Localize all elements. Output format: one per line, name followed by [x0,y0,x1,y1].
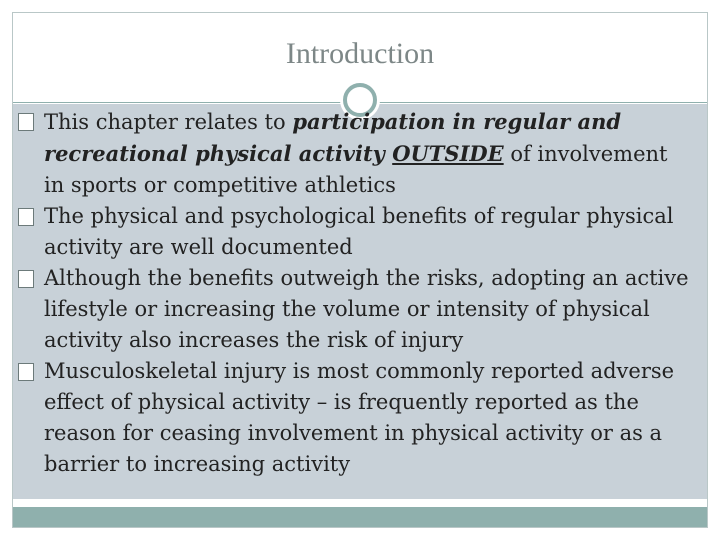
square-bullet-icon [18,363,34,381]
slide-title: Introduction [285,37,435,70]
bullet-text: The physical and psychological benefits of regular physical activity are well documented [44,204,674,259]
bullet-item [18,263,690,356]
square-bullet-icon [18,270,34,288]
bullet-text-emphasis: participation in regular and recreational physical activity [44,109,622,166]
bullet-list [18,106,690,480]
square-bullet-icon [18,113,34,131]
bullet-item [18,106,690,201]
bullet-item [18,356,690,480]
bullet-text-normal: This chapter relates to [44,110,293,134]
bullet-text: Although the benefits outweigh the risks, adopting an active lifestyle or increasing the volume or intensity of physical activity also increases the risk of injury [44,266,689,352]
bullet-text: Musculoskeletal injury is most commonly reported adverse effect of physical activity – is frequently reported as the reason for ceasing involvement in physical activity or as a barrier to increasing activity [44,359,675,476]
bullet-text-normal: of involvement in sports or competitive athletics [44,142,668,197]
bottom-accent-bar [13,507,707,527]
square-bullet-icon [18,208,34,226]
bullet-item [18,201,690,263]
bullet-text-emphasis-underline: OUTSIDE [392,141,504,166]
